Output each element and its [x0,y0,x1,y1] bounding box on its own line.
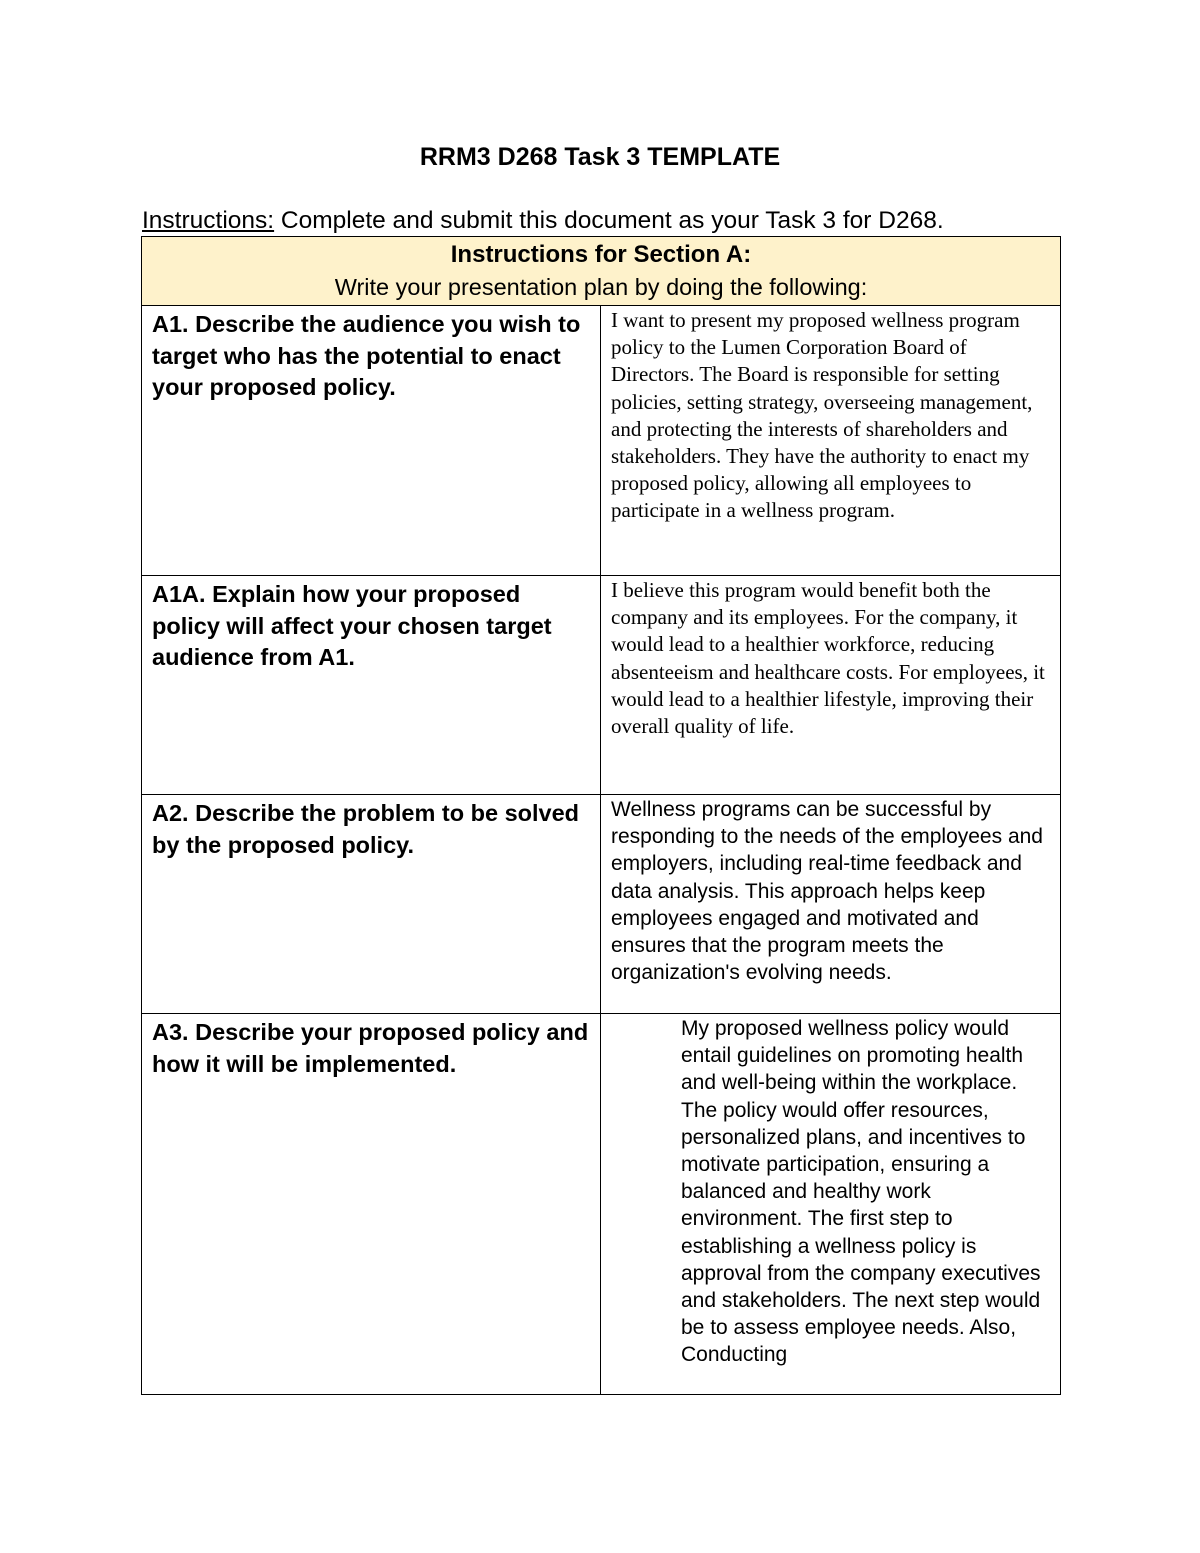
answer-cell: I believe this program would benefit both the company and its employees. For the company, it would lead to a healthier workforce, reducing absenteeism and healthcare costs. For employees, it would lead to a healthier lifestyle, improving their overall quality of life. [601,576,1061,795]
answer-cell: I want to present my proposed wellness program policy to the Lumen Corporation Board of Directors. The Board is responsible for setting policies, setting strategy, overseeing management, and protecting the interests of shareholders and stakeholders. They have the authority to enact my proposed policy, allowing all employees to participate in a wellness program. [601,306,1061,576]
table-row [142,1014,1061,1395]
prompt-id: A3. [152,1019,189,1045]
prompt-cell [142,1014,601,1395]
prompt-text: Describe your proposed policy and how it will be implemented. [152,1019,589,1077]
section-header-title: Instructions for Section A: [450,241,752,268]
answer-cell: Wellness programs can be successful by responding to the needs of the employees and employers, including real-time feedback and data analysis. This approach helps keep employees engaged and motivated and ensures that the program meets the organization's evolving needs. [601,795,1061,1014]
instructions-line [142,206,944,236]
page-title: RRM3 D268 Task 3 TEMPLATE [419,143,781,171]
table-row [142,306,1061,576]
instructions-text: Complete and submit this document as your Task 3 for D268. [274,207,944,234]
table-row [142,576,1061,795]
prompt-cell [142,306,601,576]
presentation-plan-table [141,236,1061,1395]
prompt-id: A2. [152,800,189,826]
prompt-cell [142,795,601,1014]
section-header-cell [142,237,1061,306]
prompt-id: A1. [152,311,189,337]
prompt-text: Describe the audience you wish to target who has the potential to enact your proposed policy. [152,311,581,400]
prompt-text: Describe the problem to be solved by the proposed policy. [152,800,580,858]
answer-cell: My proposed wellness policy would entail guidelines on promoting health and well-being within the workplace. The policy would offer resources, personalized plans, and incentives to motivate participation, ensuring a balanced and healthy work environment. The first step to establishing a wellness policy is approval from the company executives and stakeholders. The next step would be to assess employee needs. Also, Conducting [601,1014,1061,1395]
prompt-text: . Explain how your proposed policy will affect your chosen target audience from A1. [152,581,552,670]
instructions-label: Instructions: [142,207,275,234]
prompt-id: A1A [152,581,200,607]
section-header-subtitle: Write your presentation plan by doing the following: [334,274,868,300]
prompt-cell [142,576,601,795]
section-header-row [142,237,1061,306]
table-row [142,795,1061,1014]
